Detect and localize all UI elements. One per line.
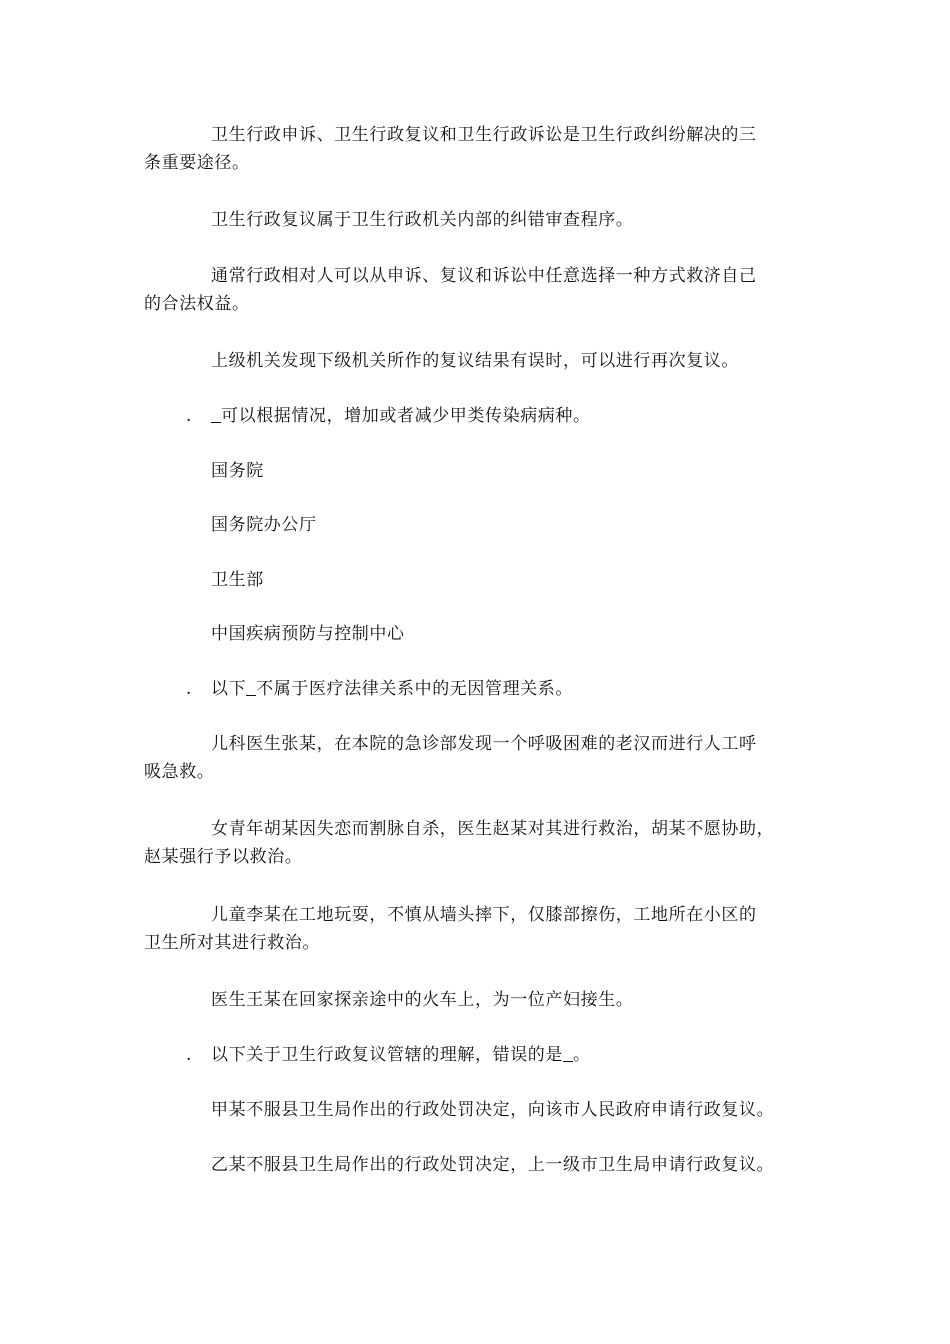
text-line: 医生王某在回家探亲途中的火车上，为一位产妇接生。 bbox=[211, 990, 634, 1010]
text-line: 甲某不服县卫生局作出的行政处罚决定，向该市人民政府申请行政复议。 bbox=[211, 1100, 775, 1120]
paragraph-choose-remedy bbox=[144, 262, 810, 318]
option-text: 国务院 bbox=[211, 461, 264, 481]
option-pediatrician bbox=[144, 730, 810, 786]
option-city-health-bureau bbox=[144, 1151, 810, 1179]
question-marker: . bbox=[186, 679, 193, 699]
text-line: 条重要途径。 bbox=[144, 153, 250, 173]
question-class-a-disease bbox=[186, 402, 852, 430]
text-line: 上级机关发现下级机关所作的复议结果有误时，可以进行再次复议。 bbox=[211, 351, 739, 371]
text-line: 通常行政相对人可以从申诉、复议和诉讼中任意选择一种方式救济自己 bbox=[211, 266, 757, 286]
text-line: 儿童李某在工地玩耍，不慎从墙头摔下，仅膝部擦伤，工地所在小区的 bbox=[211, 905, 757, 925]
option-suicide-case bbox=[144, 815, 810, 871]
text-line: 赵某强行予以救治。 bbox=[144, 847, 303, 867]
text-line: 卫生行政复议属于卫生行政机关内部的纠错审查程序。 bbox=[211, 210, 634, 230]
text-line: 卫生所对其进行救治。 bbox=[144, 933, 320, 953]
paragraph-repeat-reconsideration bbox=[144, 347, 810, 375]
text-line: 的合法权益。 bbox=[144, 294, 250, 314]
option-child-injury bbox=[144, 901, 810, 957]
option-text: 中国疾病预防与控制中心 bbox=[211, 624, 405, 644]
option-ministry-of-health bbox=[211, 566, 877, 594]
question-text: 不属于医疗法律关系中的无因管理关系。 bbox=[256, 679, 574, 699]
text-line: 卫生行政申诉、卫生行政复议和卫生行政诉讼是卫生行政纠纷解决的三 bbox=[211, 125, 757, 145]
option-text: 国务院办公厅 bbox=[211, 515, 317, 535]
option-state-council-office bbox=[211, 511, 877, 539]
question-marker: . bbox=[186, 406, 193, 426]
question-text: 以下 bbox=[211, 679, 247, 699]
question-text: 以下关于卫生行政复议管辖的理解，错误的是 bbox=[211, 1045, 563, 1065]
question-negotiorum-gestio bbox=[186, 675, 852, 703]
text-line: 吸急救。 bbox=[144, 762, 215, 782]
question-text: 。 bbox=[573, 1045, 591, 1065]
answer-blank bbox=[246, 677, 256, 696]
text-line: 儿科医生张某，在本院的急诊部发现一个呼吸困难的老汉而进行人工呼 bbox=[211, 734, 757, 754]
option-cdc bbox=[211, 620, 877, 648]
paragraph-admin-dispute-routes bbox=[144, 121, 810, 177]
question-jurisdiction bbox=[186, 1041, 852, 1069]
option-city-government bbox=[144, 1096, 810, 1124]
option-train-delivery bbox=[144, 986, 810, 1014]
question-marker: . bbox=[186, 1045, 193, 1065]
question-text: 可以根据情况，增加或者减少甲类传染病病种。 bbox=[221, 406, 591, 426]
option-text: 卫生部 bbox=[211, 570, 264, 590]
text-line: 女青年胡某因失恋而割脉自杀，医生赵某对其进行救治，胡某不愿协助， bbox=[211, 819, 775, 839]
paragraph-reconsideration-internal bbox=[144, 206, 810, 234]
option-state-council bbox=[211, 457, 877, 485]
answer-blank bbox=[563, 1043, 573, 1062]
text-line: 乙某不服县卫生局作出的行政处罚决定，上一级市卫生局申请行政复议。 bbox=[211, 1155, 775, 1175]
answer-blank bbox=[211, 404, 221, 423]
